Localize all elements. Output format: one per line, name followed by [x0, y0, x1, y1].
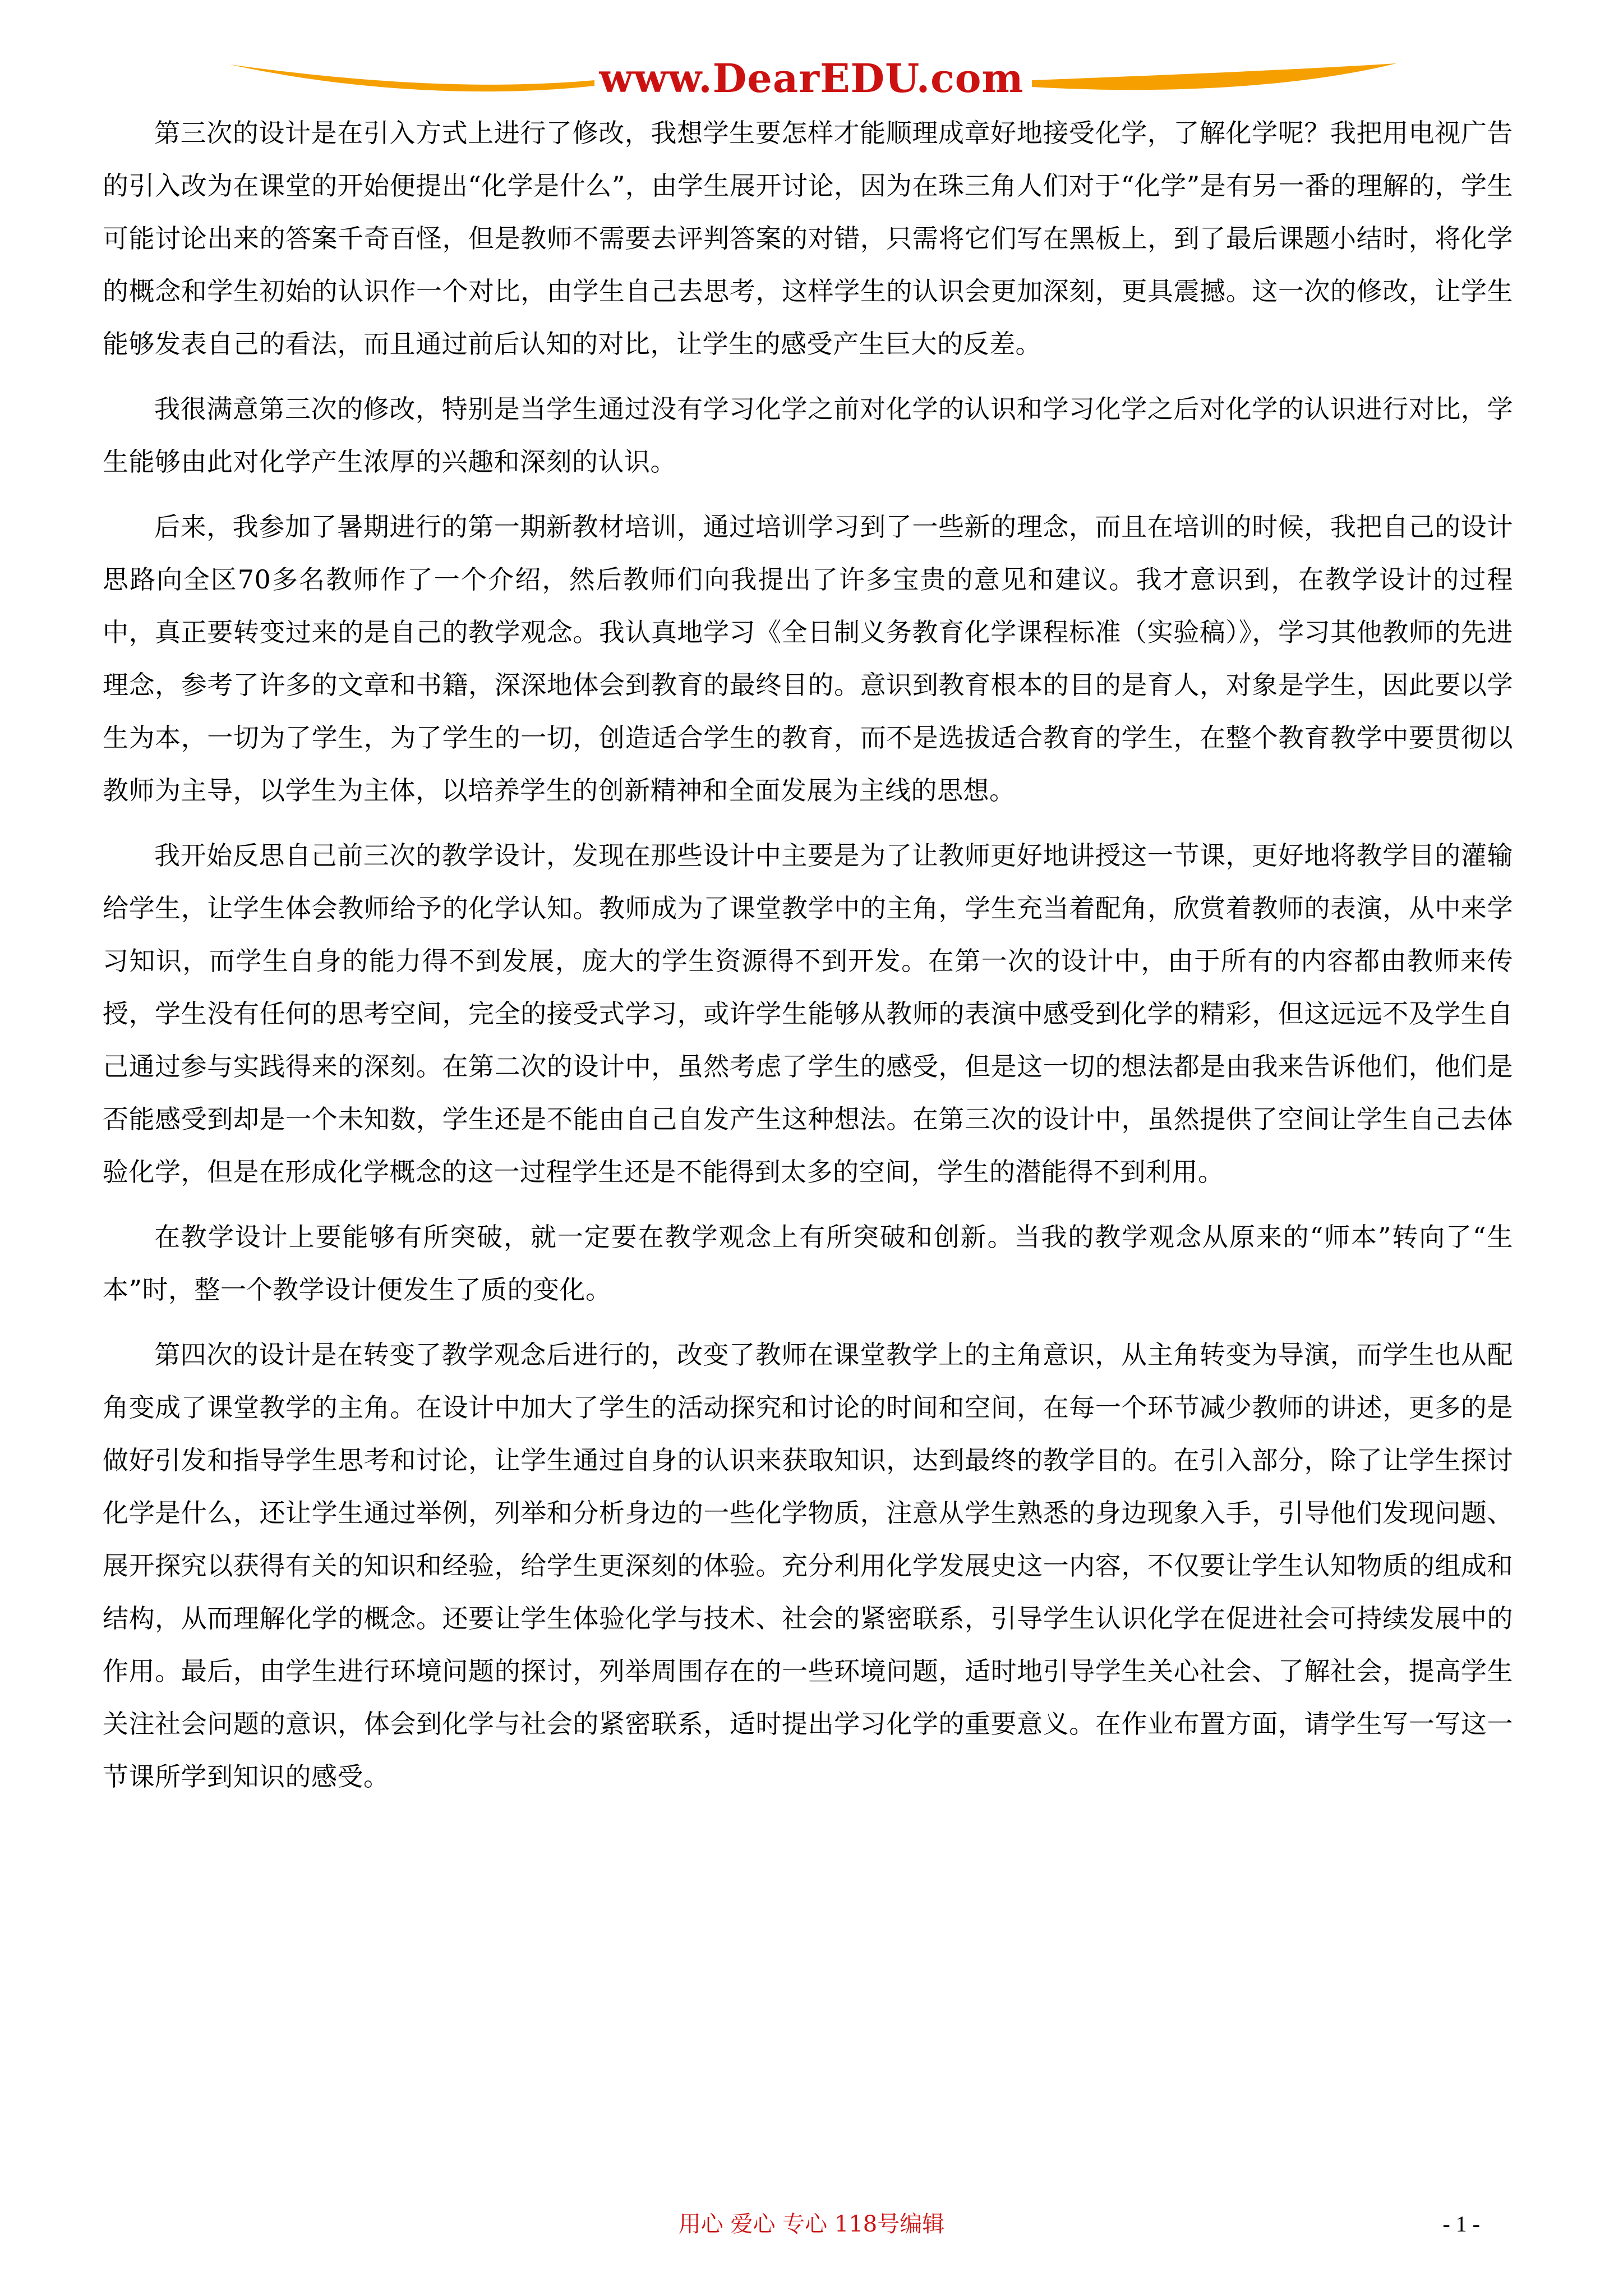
page-number: - 1 - [1442, 2211, 1480, 2237]
footer-slogan: 用心 爱心 专心 118号编辑 [678, 2211, 945, 2237]
site-header [0, 53, 1623, 104]
paragraph-5: 在教学设计上要能够有所突破，就一定要在教学观念上有所突破和创新。当我的教学观念从原来的“师本”转向了“生本”时，整一个教学设计便发生了质的变化。 [103, 1222, 1513, 1305]
paragraph-1: 第三次的设计是在引入方式上进行了修改，我想学生要怎样才能顺理成章好地接受化学，了解化学呢？我把用电视广告的引入改为在课堂的开始便提出“化学是什么”，由学生展开讨论，因为在珠三角人们对于“化学”是有另一番的理解的，学生可能讨论出来的答案千奇百怪，但是教师不需要去评判答案的对错，只需将它们写在黑板上，到了最后课题小结时，将化学的概念和学生初始的认识作一个对比，由学生自己去思考，这样学生的认识会更加深刻，更具震撼。这一次的修改，让学生能够发表自己的看法，而且通过前后认知的对比，让学生的感受产生巨大的反差。 [103, 118, 1513, 359]
paragraph-3: 后来，我参加了暑期进行的第一期新教材培训，通过培训学习到了一些新的理念，而且在培训的时候，我把自己的设计思路向全区70多名教师作了一个介绍，然后教师们向我提出了许多宝贵的意见和建议。我才意识到，在教学设计的过程中，真正要转变过来的是自己的教学观念。我认真地学习《全日制义务教育化学课程标准（实验稿）》，学习其他教师的先进理念，参考了许多的文章和书籍，深深地体会到教育的最终目的。意识到教育根本的目的是育人，对象是学生，因此要以学生为本，一切为了学生，为了学生的一切，创造适合学生的教育，而不是选拔适合教育的学生，在整个教育教学中要贯彻以教师为主导，以学生为主体，以培养学生的创新精神和全面发展为主线的思想。 [103, 512, 1513, 806]
paragraph-2: 我很满意第三次的修改，特别是当学生通过没有学习化学之前对化学的认识和学习化学之后对化学的认识进行对比，学生能够由此对化学产生浓厚的兴趣和深刻的认识。 [103, 394, 1513, 477]
paragraph-4: 我开始反思自己前三次的教学设计，发现在那些设计中主要是为了让教师更好地讲授这一节课，更好地将教学目的灌输给学生，让学生体会教师给予的化学认知。教师成为了课堂教学中的主角，学生充当着配角，欣赏着教师的表演，从中来学习知识，而学生自身的能力得不到发展，庞大的学生资源得不到开发。在第一次的设计中，由于所有的内容都由教师来传授，学生没有任何的思考空间，完全的接受式学习，或许学生能够从教师的表演中感受到化学的精彩，但这远远不及学生自己通过参与实践得来的深刻。在第二次的设计中，虽然考虑了学生的感受，但是这一切的想法都是由我来告诉他们，他们是否能感受到却是一个未知数，学生还是不能由自己自发产生这种想法。在第三次的设计中，虽然提供了空间让学生自己去体验化学，但是在形成化学概念的这一过程学生还是不能得到太多的空间，学生的潜能得不到利用。 [103, 840, 1513, 1187]
document-body [103, 107, 1513, 1815]
site-logo-text: www.DearEDU.com [599, 55, 1024, 102]
paragraph-6: 第四次的设计是在转变了教学观念后进行的，改变了教师在课堂教学上的主角意识，从主角转变为导演，而学生也从配角变成了课堂教学的主角。在设计中加大了学生的活动探究和讨论的时间和空间，在每一个环节减少教师的讲述，更多的是做好引发和指导学生思考和讨论，让学生通过自身的认识来获取知识，达到最终的教学目的。在引入部分，除了让学生探讨化学是什么，还让学生通过举例，列举和分析身边的一些化学物质，注意从学生熟悉的身边现象入手，引导他们发现问题、展开探究以获得有关的知识和经验，给学生更深刻的体验。充分利用化学发展史这一内容，不仅要让学生认知物质的组成和结构，从而理解化学的概念。还要让学生体验化学与技术、社会的紧密联系，引导学生认识化学在促进社会可持续发展中的作用。最后，由学生进行环境问题的探讨，列举周围存在的一些环境问题，适时地引导学生关心社会、了解社会，提高学生关注社会问题的意识，体会到化学与社会的紧密联系，适时提出学习化学的重要意义。在作业布置方面，请学生写一写这一节课所学到知识的感受。 [103, 1340, 1513, 1792]
